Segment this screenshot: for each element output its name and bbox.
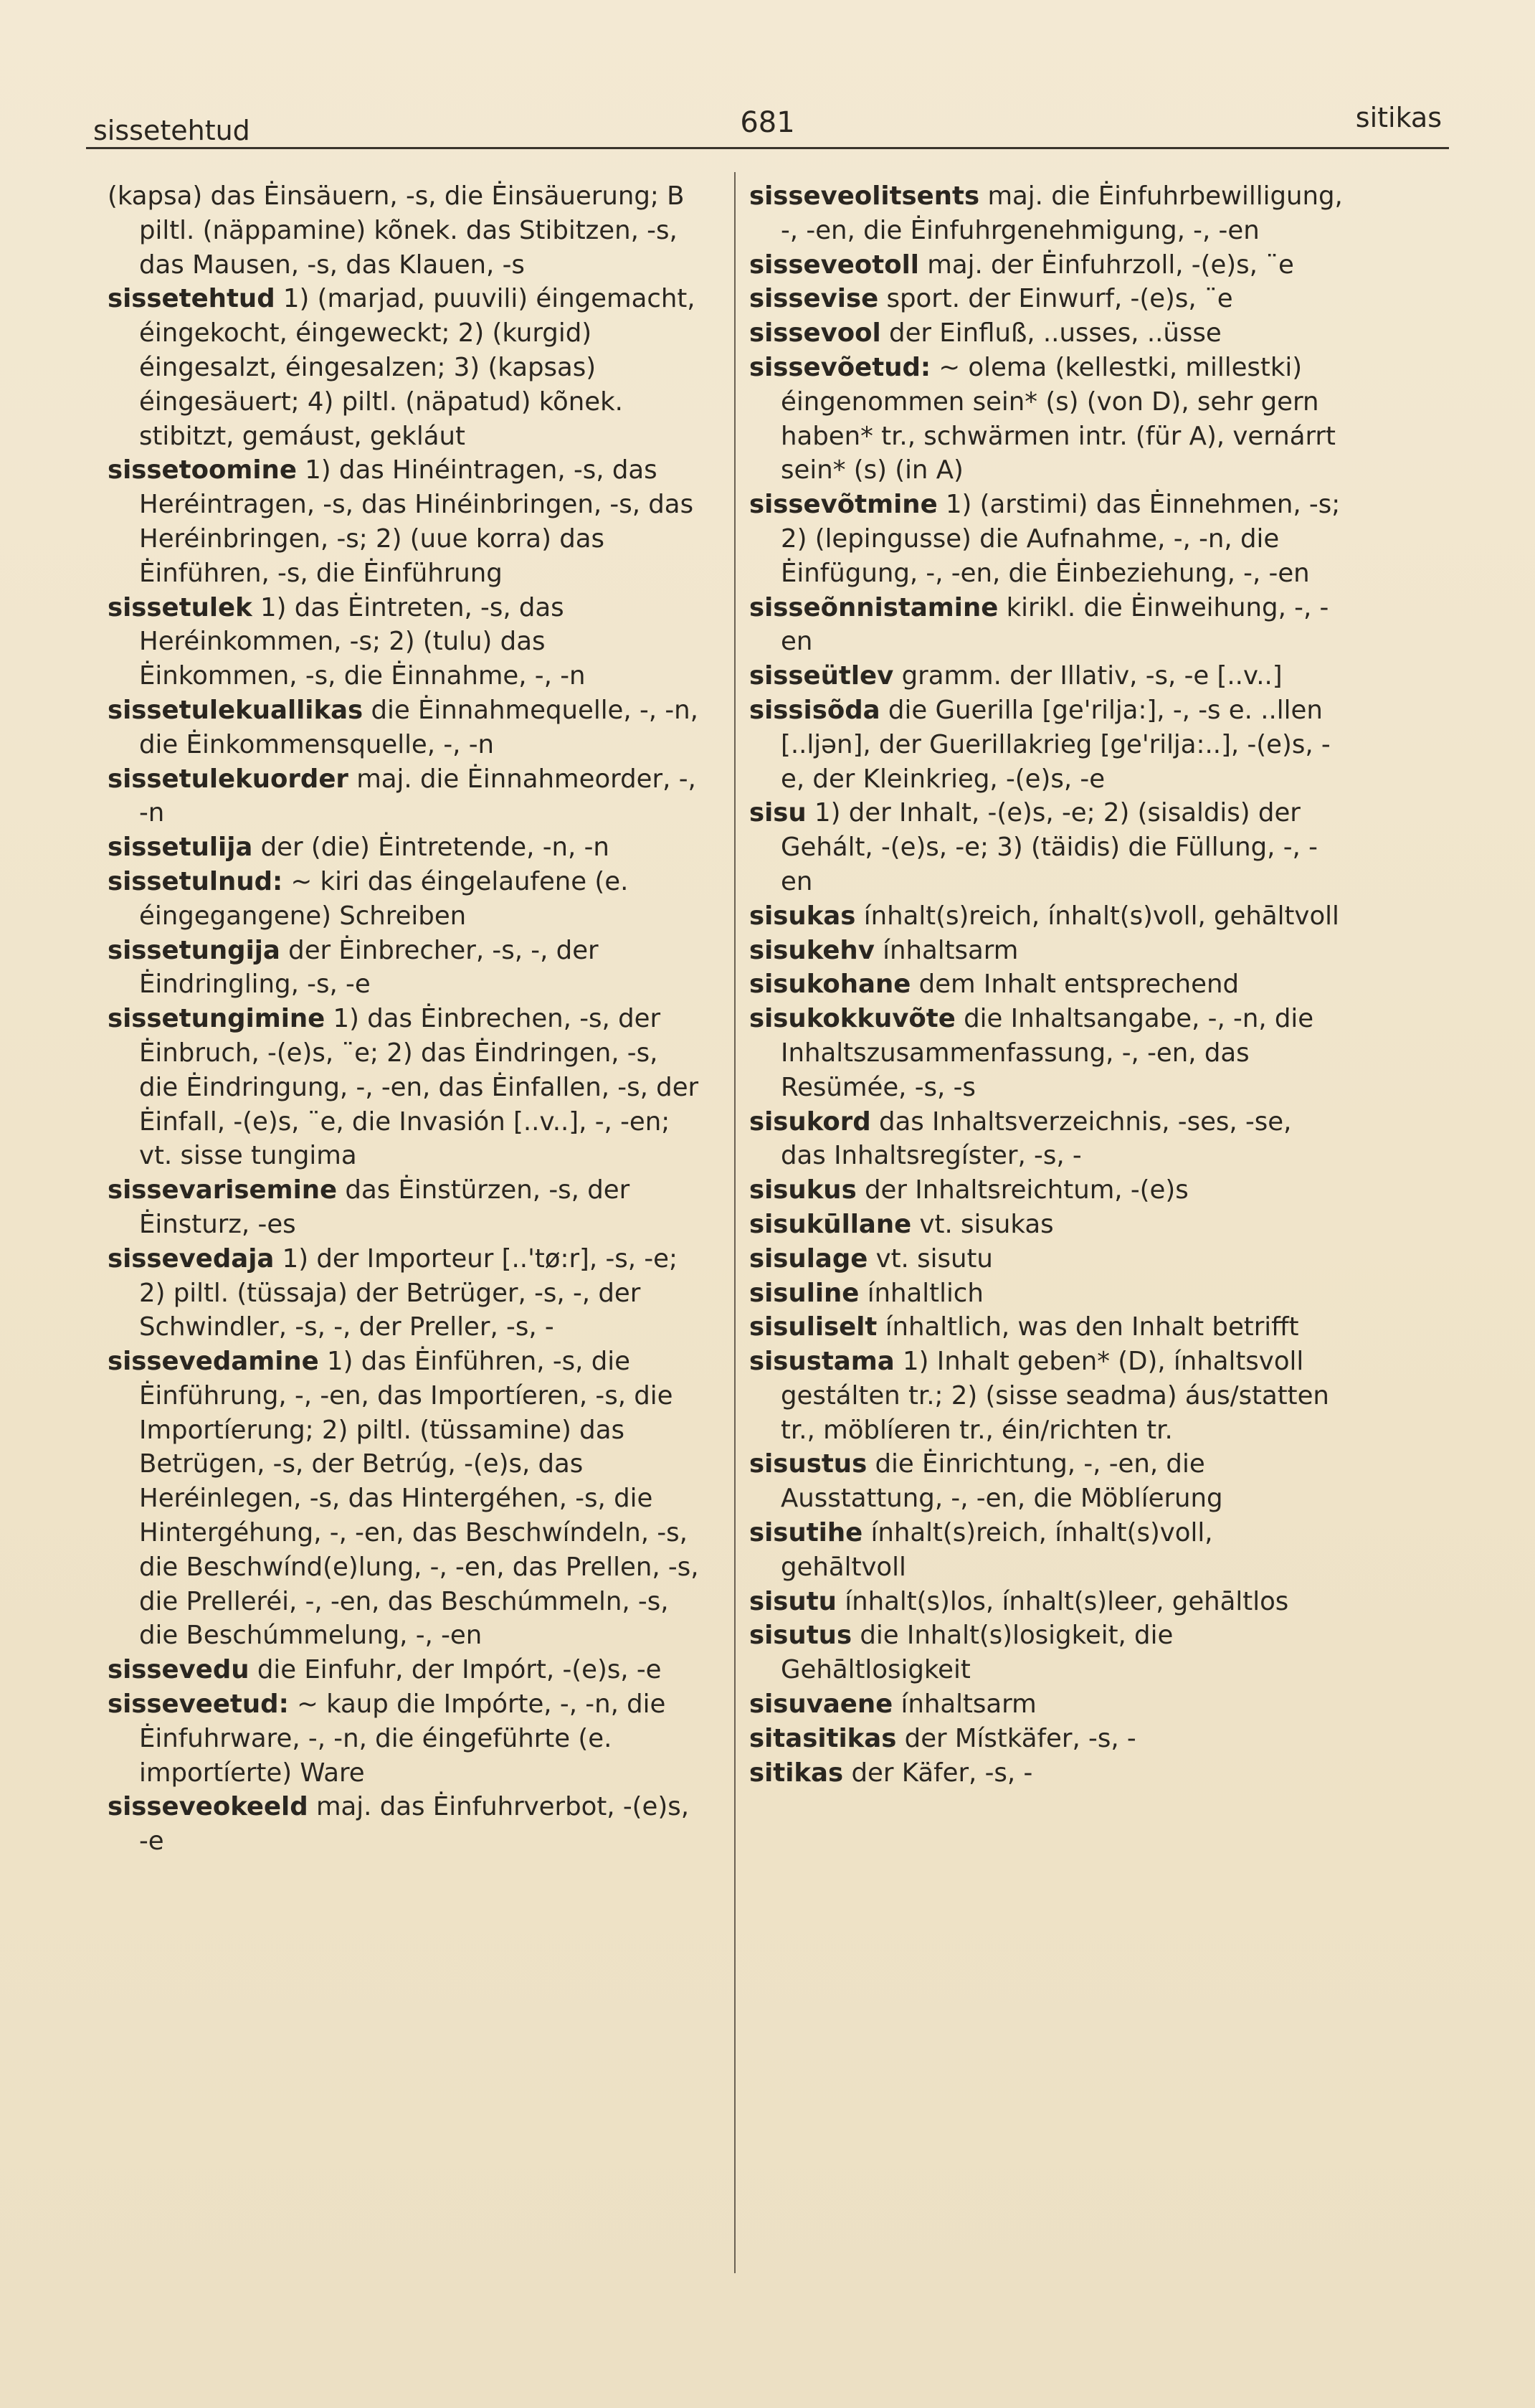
dictionary-entry: [749, 316, 1344, 351]
dictionary-entry: [749, 1345, 1344, 1447]
dictionary-entry: [108, 1790, 703, 1859]
entry-headword: sisseveokeeld: [108, 1792, 308, 1822]
entry-definition: kirikl. die Ėinweihung, -, -en: [781, 592, 1329, 657]
entry-headword: sissevedu: [108, 1655, 250, 1685]
dictionary-entry: [749, 1105, 1344, 1174]
entry-definition: 1) das Ėinführen, -s, die Ėinführung, -, -en, das Importíeren, -s, die Importíerung; 2) piltl. (tüssamine) das Betrügen, -s, der Betrúg, -(e)s, das Heréinlegen, -s, das Hintergéhen, -s, die Hintergéhung, -, -en, das Beschwíndeln, -s, die Beschwínd(e)lung, -, -en, das Prellen, -s, die Prelleréi, -, -en, das Beschúmmeln, -s, die Beschúmmelung, -, -en: [139, 1347, 699, 1651]
header-rule: [86, 147, 1449, 149]
entry-definition: ínhaltlich, was den Inhalt betrifft: [885, 1312, 1299, 1342]
entry-headword: sisseütlev: [749, 661, 894, 691]
entry-definition: der Místkäfer, -s, -: [904, 1723, 1136, 1753]
entry-headword: sissetulnud:: [108, 866, 283, 896]
left-column: [108, 179, 703, 1859]
entry-headword: sisukokkuvõte: [749, 1004, 956, 1034]
entry-headword: sissetoomine: [108, 455, 297, 485]
dictionary-entry: [749, 934, 1344, 968]
entry-definition: ínhaltsarm: [883, 935, 1019, 965]
dictionary-entry: [108, 179, 703, 282]
dictionary-entry: [108, 1687, 703, 1790]
entry-definition: der Ėinbrecher, -s, -, der Ėindringling, -s, -e: [139, 935, 599, 1000]
entry-definition: 1) (marjad, puuvili) éingemacht, éingekocht, éingeweckt; 2) (kurgid) éingesalzt, éingesalzen; 3) (kapsas) éingesäuert; 4) piltl. (näpatud) kõnek. stibitzt, gemáust, gekláut: [139, 284, 695, 451]
entry-headword: sisukord: [749, 1106, 871, 1137]
dictionary-entry: [749, 488, 1344, 590]
dictionary-entry: [108, 1653, 703, 1687]
entry-definition: dem Inhalt entsprechend: [918, 970, 1239, 1000]
entry-definition: 1) das Hinéintragen, -s, das Heréintragen, -s, das Hinéinbringen, -s, das Heréinbringen, -s; 2) (uue korra) das Ėinführen, -s, die Ėinführung: [139, 455, 694, 588]
dictionary-entry: [749, 659, 1344, 693]
entry-definition: 1) (arstimi) das Ėinnehmen, -s; 2) (lepingusse) die Aufnahme, -, -n, die Ėinfügung, -, -en, die Ėinbeziehung, -, -en: [781, 490, 1341, 588]
entry-definition: ~ kaup die Impórte, -, -n, die Ėinfuhrware, -, -n, die éingeführte (e. importíerte) Ware: [139, 1689, 666, 1788]
entry-definition: das Inhaltsverzeichnis, -ses, -se, das Inhaltsregíster, -s, -: [781, 1106, 1292, 1171]
entry-definition: maj. die Ėinfuhrbewilligung, -, -en, die Ėinfuhrgenehmigung, -, -en: [781, 181, 1343, 245]
dictionary-entry: [108, 453, 703, 590]
entry-definition: gramm. der Illativ, -s, -e [..v..]: [901, 661, 1283, 691]
dictionary-entry: [749, 1447, 1344, 1516]
entry-definition: maj. das Ėinfuhrverbot, -(e)s, -e: [139, 1792, 689, 1857]
entry-definition: (kapsa) das Ėinsäuern, -s, die Ėinsäuerung; B piltl. (näppamine) kõnek. das Stibitzen, -s, das Mausen, -s, das Klauen, -s: [108, 181, 685, 280]
dictionary-entry: [108, 1173, 703, 1242]
entry-definition: vt. sisukas: [919, 1209, 1054, 1239]
entry-headword: sisseõnnistamine: [749, 592, 999, 622]
entry-headword: sissevedaja: [108, 1243, 275, 1274]
dictionary-entry: [749, 351, 1344, 488]
entry-definition: der (die) Ėintretende, -n, -n: [260, 833, 609, 863]
dictionary-entry: [749, 1516, 1344, 1585]
dictionary-entry: [108, 282, 703, 453]
dictionary-entry: [749, 1722, 1344, 1756]
dictionary-entry: [749, 1242, 1344, 1276]
dictionary-entry: [749, 179, 1344, 248]
entry-definition: ~ olema (kellestki, millestki) éingenommen sein* (s) (von D), sehr gern haben* tr., schwärmen intr. (für A), vernárrt sein* (s) (in A): [781, 352, 1336, 485]
entry-headword: sisulage: [749, 1243, 868, 1274]
dictionary-entry: [108, 591, 703, 693]
entry-definition: maj. der Ėinfuhrzoll, -(e)s, ¨e: [927, 250, 1294, 280]
entry-headword: sissevise: [749, 284, 879, 314]
entry-headword: sisseveotoll: [749, 250, 919, 280]
entry-definition: die Ėinnahmequelle, -, -n, die Ėinkommensquelle, -, -n: [139, 695, 698, 759]
dictionary-entry: [108, 934, 703, 1002]
entry-headword: sisuvaene: [749, 1689, 893, 1720]
column-divider: [734, 172, 736, 2273]
entry-headword: sissetungija: [108, 935, 280, 965]
entry-headword: sissetungimine: [108, 1004, 325, 1034]
entry-definition: die Einfuhr, der Impórt, -(e)s, -e: [257, 1655, 662, 1685]
dictionary-entry: [749, 693, 1344, 796]
dictionary-entry: [108, 1345, 703, 1653]
dictionary-entry: [749, 591, 1344, 660]
entry-definition: 1) das Ėinbrechen, -s, der Ėinbruch, -(e)s, ¨e; 2) das Ėindringen, -s, die Ėindringung, -, -en, das Ėinfallen, -s, der Ėinfall, -(e)s, ¨e, die Invasión [..v..], -, -en; vt. sisse tungima: [139, 1004, 699, 1171]
entry-definition: vt. sisutu: [875, 1243, 993, 1274]
entry-headword: sisuline: [749, 1278, 860, 1308]
entry-definition: die Inhaltsangabe, -, -n, die Inhaltszusammenfassung, -, -en, das Resümée, -s, -s: [781, 1004, 1314, 1102]
entry-headword: sissetulija: [108, 833, 253, 863]
entry-definition: das Ėinstürzen, -s, der Ėinsturz, -es: [139, 1175, 630, 1239]
entry-definition: 1) das Ėintreten, -s, das Heréinkommen, -s; 2) (tulu) das Ėinkommen, -s, die Ėinnahme, -, -n: [139, 592, 586, 691]
entry-definition: ~ kiri das éingelaufene (e. éingegangene) Schreiben: [139, 866, 629, 931]
entry-definition: die Ėinrichtung, -, -en, die Ausstattung, -, -en, die Möblíerung: [781, 1449, 1223, 1514]
dictionary-entry: [749, 1687, 1344, 1722]
entry-definition: 1) der Importeur [..'tø:r], -s, -e; 2) piltl. (tüssaja) der Betrüger, -s, -, der Schwindler, -s, -, der Preller, -s, -: [139, 1243, 678, 1342]
dictionary-entry: [108, 865, 703, 934]
entry-definition: 1) der Inhalt, -(e)s, -e; 2) (sisaldis) der Gehált, -(e)s, -e; 3) (täidis) die Füllung, -, -en: [781, 798, 1318, 896]
entry-definition: maj. die Ėinnahmeorder, -, -n: [139, 764, 696, 828]
entry-headword: sitikas: [749, 1758, 844, 1788]
entry-headword: sisustama: [749, 1347, 895, 1377]
entry-definition: die Inhalt(s)losigkeit, die Gehāltlosigkeit: [781, 1621, 1174, 1685]
dictionary-entry: [749, 967, 1344, 1002]
entry-headword: sisseveolitsents: [749, 181, 980, 211]
entry-definition: ínhaltlich: [867, 1278, 984, 1308]
entry-headword: sissetulek: [108, 592, 252, 622]
entry-definition: ínhalt(s)reich, ínhalt(s)voll, gehāltvoll: [781, 1518, 1213, 1582]
entry-headword: sisukehv: [749, 935, 875, 965]
entry-headword: sisu: [749, 798, 807, 828]
dictionary-entry: [749, 796, 1344, 899]
entry-definition: 1) Inhalt geben* (D), ínhaltsvoll gestálten tr.; 2) (sisse seadma) áus/statten tr., möblíeren tr., éin/richten tr.: [781, 1347, 1329, 1445]
entry-headword: sissevõetud:: [749, 352, 931, 382]
entry-headword: sisukus: [749, 1175, 857, 1205]
entry-headword: sisukas: [749, 901, 856, 931]
entry-headword: sisukūllane: [749, 1209, 912, 1239]
left-running-headword: sissetehtud: [93, 115, 250, 146]
dictionary-entry: [749, 248, 1344, 283]
entry-headword: sissisõda: [749, 695, 880, 725]
entry-headword: sisukohane: [749, 970, 911, 1000]
entry-headword: sisutihe: [749, 1518, 863, 1548]
entry-headword: sisustus: [749, 1449, 868, 1479]
entry-definition: die Guerilla [ge'rilja:], -, -s e. ..llen [..ljən], der Guerillakrieg [ge'rilja:..], -(e)s, -e, der Kleinkrieg, -(e)s, -e: [781, 695, 1331, 794]
entry-definition: der Käfer, -s, -: [851, 1758, 1033, 1788]
entry-headword: sissetulekuorder: [108, 764, 348, 794]
dictionary-entry: [749, 1208, 1344, 1242]
entry-definition: ínhalt(s)los, ínhalt(s)leer, gehāltlos: [845, 1586, 1289, 1616]
dictionary-entry: [749, 1310, 1344, 1345]
entry-headword: sissevool: [749, 318, 881, 349]
entry-headword: sisutu: [749, 1586, 837, 1616]
entry-headword: sisseveetud:: [108, 1689, 289, 1720]
page-number: 681: [740, 106, 795, 139]
entry-headword: sissevõtmine: [749, 490, 938, 520]
dictionary-entry: [749, 1756, 1344, 1791]
dictionary-entry: [108, 1242, 703, 1345]
dictionary-entry: [108, 830, 703, 865]
entry-headword: sissevedamine: [108, 1347, 319, 1377]
dictionary-entry: [108, 1002, 703, 1173]
entry-definition: ínhalt(s)reich, ínhalt(s)voll, gehāltvoll: [863, 901, 1339, 931]
dictionary-entry: [749, 1173, 1344, 1208]
entry-definition: ínhaltsarm: [900, 1689, 1037, 1720]
entry-headword: sissevarisemine: [108, 1175, 338, 1205]
dictionary-entry: [749, 1618, 1344, 1687]
dictionary-entry: [749, 1585, 1344, 1619]
dictionary-entry: [749, 282, 1344, 316]
dictionary-entry: [108, 693, 703, 762]
dictionary-entry: [749, 1276, 1344, 1311]
entry-headword: sisutus: [749, 1621, 852, 1651]
entry-headword: sisuliselt: [749, 1312, 878, 1342]
entry-definition: sport. der Einwurf, -(e)s, ¨e: [886, 284, 1233, 314]
right-running-headword: sitikas: [1355, 102, 1442, 133]
dictionary-entry: [749, 1002, 1344, 1104]
entry-definition: der Inhaltsreichtum, -(e)s: [865, 1175, 1189, 1205]
right-column: [749, 179, 1344, 1790]
entry-headword: sissetulekuallikas: [108, 695, 363, 725]
dictionary-entry: [749, 899, 1344, 934]
entry-headword: sitasitikas: [749, 1723, 897, 1753]
entry-definition: der Einfluß, ..usses, ..üsse: [889, 318, 1222, 349]
entry-headword: sissetehtud: [108, 284, 275, 314]
dictionary-entry: [108, 762, 703, 831]
